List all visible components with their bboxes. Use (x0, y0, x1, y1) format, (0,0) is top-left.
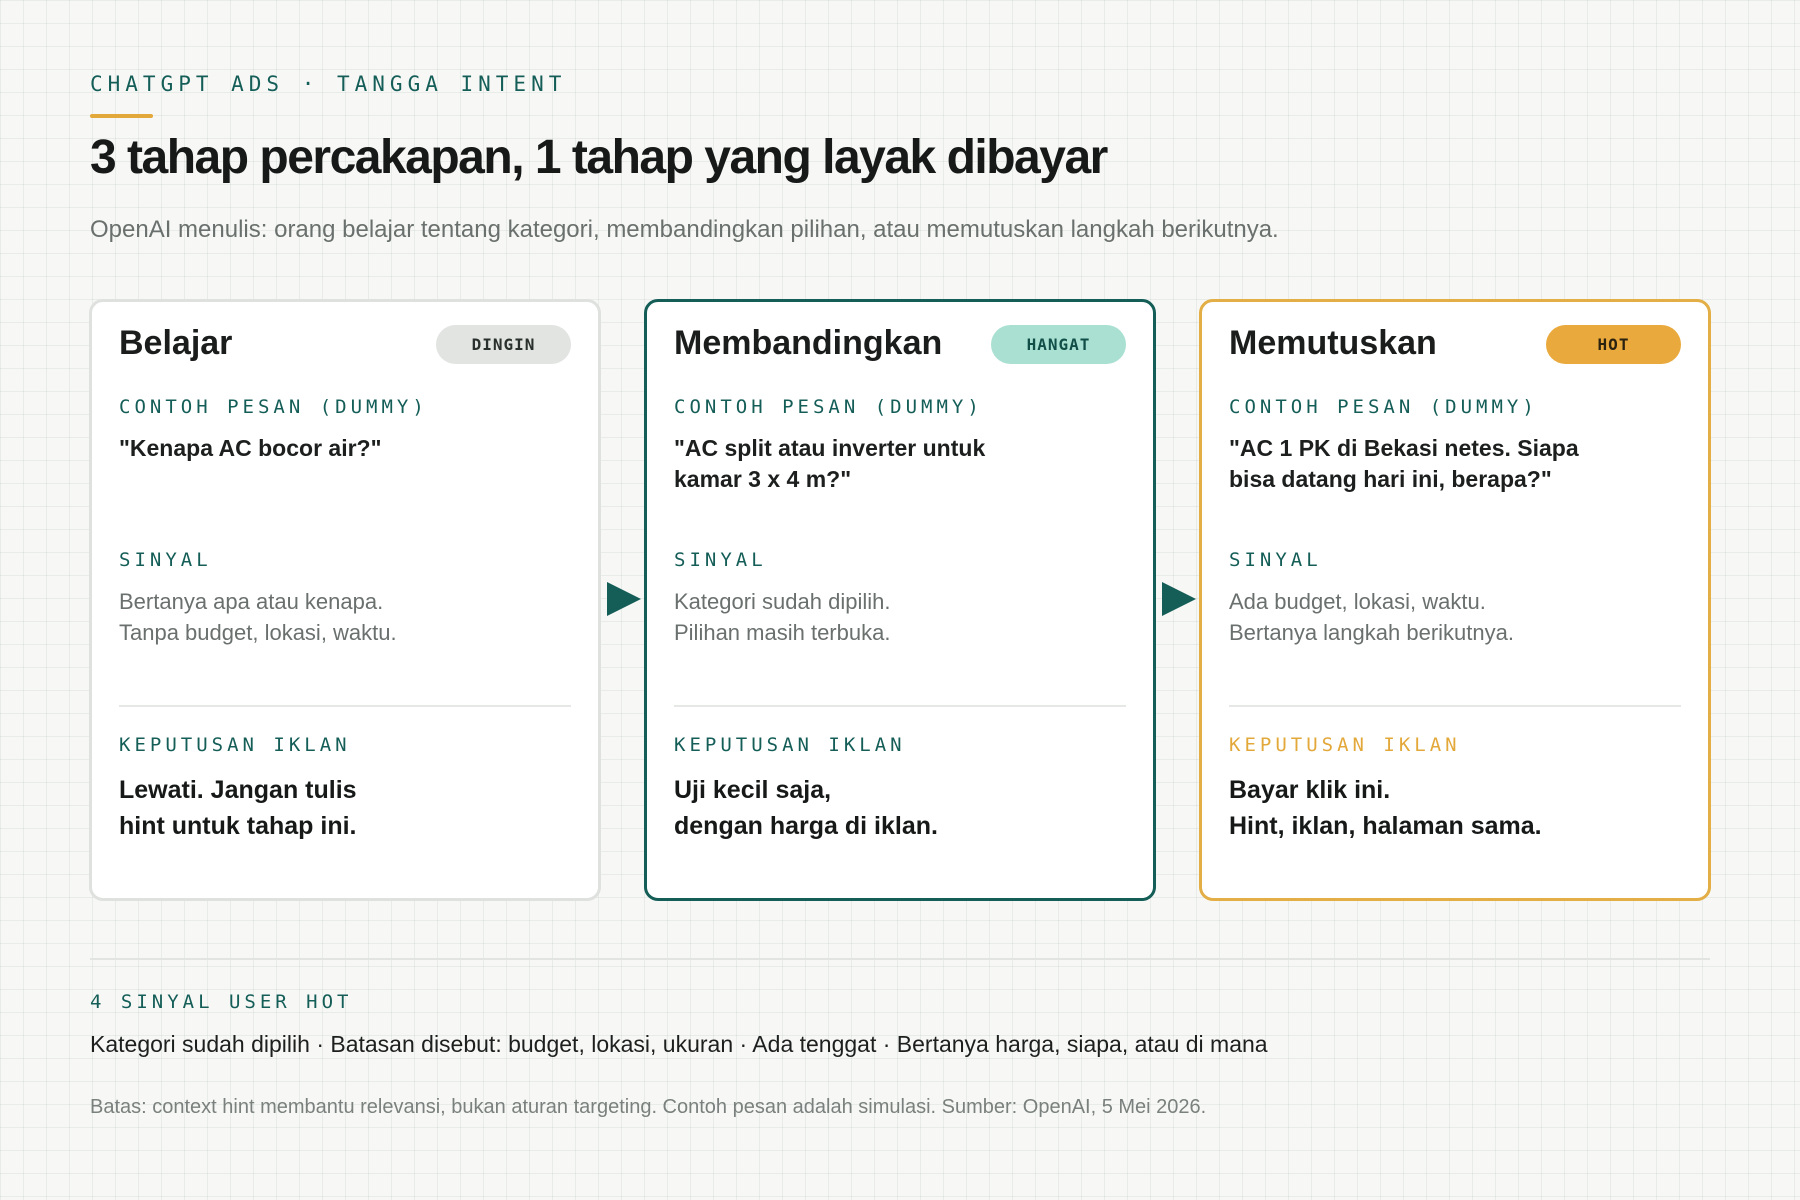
decision-label: KEPUTUSAN IKLAN (674, 734, 906, 756)
signal-text (674, 586, 1074, 648)
flow-arrow-icon (1160, 580, 1198, 618)
signal-text (1229, 586, 1629, 648)
decision-text (119, 772, 539, 844)
decision-line: Bayar klik ini. (1229, 776, 1391, 804)
example-message: "AC split atau inverter untuk kamar 3 x 4 m?" (674, 435, 986, 492)
stage-card-membandingkan (644, 299, 1156, 901)
signal-line: Pilihan masih terbuka. (674, 620, 891, 645)
decision-label: KEPUTUSAN IKLAN (119, 734, 351, 756)
decision-text (1229, 772, 1649, 844)
card-divider (1229, 705, 1681, 707)
stage-card-memutuskan (1199, 299, 1711, 901)
temperature-badge: HOT (1546, 325, 1681, 364)
signal-label: SINYAL (119, 549, 212, 571)
example-message: "Kenapa AC bocor air?" (119, 435, 382, 461)
section-divider (90, 958, 1710, 960)
decision-line: hint untuk tahap ini. (119, 812, 357, 840)
decision-label: KEPUTUSAN IKLAN (1229, 734, 1461, 756)
decision-line: Lewati. Jangan tulis (119, 776, 357, 804)
signal-line: Ada budget, lokasi, waktu. (1229, 589, 1486, 614)
flow-arrow-icon (605, 580, 643, 618)
stage-title: Belajar (119, 324, 233, 362)
stage-card-belajar (89, 299, 601, 901)
signal-line: Bertanya langkah berikutnya. (1229, 620, 1514, 645)
signal-text (119, 586, 519, 648)
eyebrow-accent-rule (90, 114, 153, 118)
card-divider (119, 705, 571, 707)
footnote: Batas: context hint membantu relevansi, bukan aturan targeting. Contoh pesan adalah simulasi. Sumber: OpenAI, 5 Mei 2026. (90, 1096, 1207, 1118)
hot-signals-label: 4 SINYAL USER HOT (90, 991, 353, 1013)
page-subtitle: OpenAI menulis: orang belajar tentang kategori, membandingkan pilihan, atau memutuskan langkah berikutnya. (90, 216, 1279, 243)
temperature-badge: DINGIN (436, 325, 571, 364)
temperature-badge: HANGAT (991, 325, 1126, 364)
decision-line: Uji kecil saja, (674, 776, 832, 804)
page-title: 3 tahap percakapan, 1 tahap yang layak dibayar (90, 131, 1107, 184)
signal-label: SINYAL (1229, 549, 1322, 571)
eyebrow-label: CHATGPT ADS · TANGGA INTENT (90, 72, 567, 96)
example-label: CONTOH PESAN (DUMMY) (119, 396, 428, 418)
example-message: "AC 1 PK di Bekasi netes. Siapa bisa datang hari ini, berapa?" (1229, 435, 1579, 492)
example-label: CONTOH PESAN (DUMMY) (674, 396, 983, 418)
decision-line: dengan harga di iklan. (674, 812, 938, 840)
signal-label: SINYAL (674, 549, 767, 571)
stage-title: Memutuskan (1229, 324, 1437, 362)
decision-line: Hint, iklan, halaman sama. (1229, 812, 1542, 840)
hot-signals-list: Kategori sudah dipilih · Batasan disebut: budget, lokasi, ukuran · Ada tenggat · Bertanya harga, siapa, atau di mana (90, 1031, 1268, 1057)
card-divider (674, 705, 1126, 707)
signal-line: Bertanya apa atau kenapa. (119, 589, 384, 614)
example-label: CONTOH PESAN (DUMMY) (1229, 396, 1538, 418)
signal-line: Kategori sudah dipilih. (674, 589, 891, 614)
decision-text (674, 772, 1094, 844)
stage-title: Membandingkan (674, 324, 943, 362)
signal-line: Tanpa budget, lokasi, waktu. (119, 620, 397, 645)
